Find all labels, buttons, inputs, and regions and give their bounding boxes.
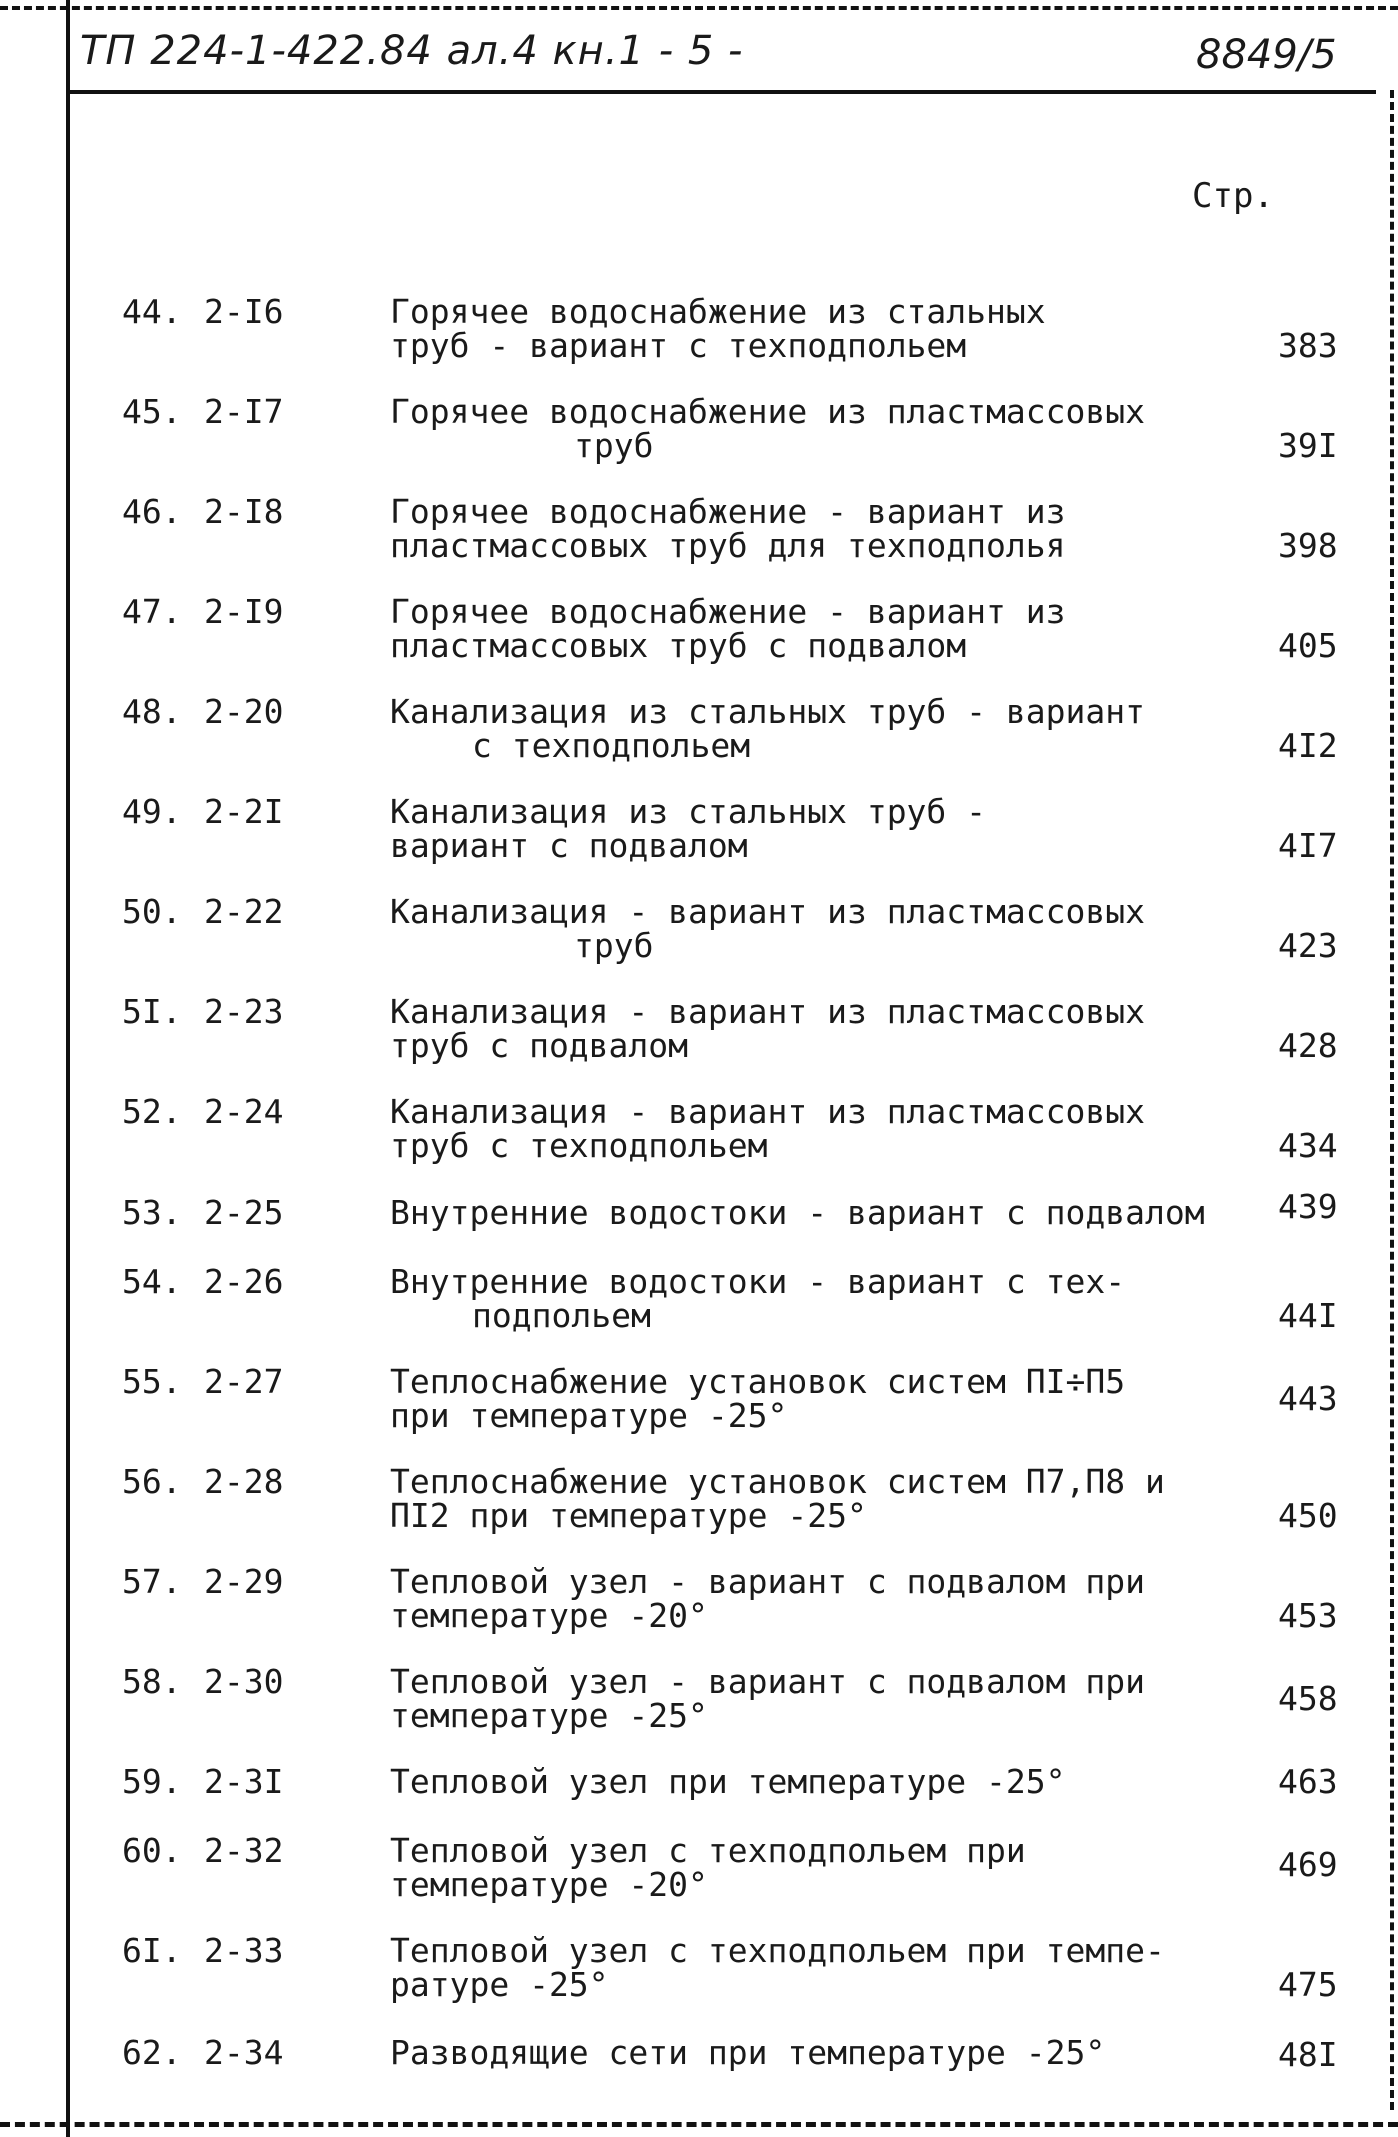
entry-title <box>390 492 1230 565</box>
entry-title-line1: Теплоснабжение установок систем ПI÷П5 <box>390 1362 1126 1401</box>
entry-title-line1: Горячее водоснабжение - вариант из <box>390 592 1066 631</box>
entry-page: 453 <box>1278 1596 1338 1635</box>
entry-code: 2-I9 <box>204 592 284 631</box>
entry-number: 57. <box>122 1562 182 1601</box>
entry-title-line1: Тепловой узел при температуре -25° <box>390 1762 1066 1801</box>
entry-title-line1: Горячее водоснабжение из пластмассовых <box>390 392 1145 431</box>
left-margin-line <box>66 0 70 2137</box>
entry-title-line1: Горячее водоснабжение - вариант из <box>390 492 1066 531</box>
entry-code: 2-I6 <box>204 292 284 331</box>
entry-title-line1: Тепловой узел - вариант с подвалом при <box>390 1562 1145 1601</box>
entry-title-line2: вариант с подвалом <box>390 826 748 865</box>
entry-title <box>390 1262 1230 1335</box>
entry-title <box>390 1662 1230 1735</box>
entry-page: 405 <box>1278 626 1338 665</box>
entry-page: 439 <box>1278 1187 1338 1226</box>
entry-title-line2: температуре -20° <box>390 1596 708 1635</box>
entry-number: 47. <box>122 592 182 631</box>
entry-title-line1: Тепловой узел с техподпольем при <box>390 1831 1026 1870</box>
entry-title-line2: труб - вариант с техподпольем <box>390 326 967 365</box>
entry-number: 59. <box>122 1762 182 1801</box>
entry-number: 60. <box>122 1831 182 1870</box>
entry-title-line1: Канализация - вариант из пластмассовых <box>390 1092 1145 1131</box>
entry-code: 2-I7 <box>204 392 284 431</box>
entry-title-line1: Разводящие сети при температуре -25° <box>390 2033 1106 2072</box>
entry-code: 2-27 <box>204 1362 284 1401</box>
entry-number: 52. <box>122 1092 182 1131</box>
page-column-heading: Стр. <box>1192 176 1274 216</box>
entry-code: 2-24 <box>204 1092 284 1131</box>
entry-title <box>390 1462 1230 1535</box>
entry-title <box>390 292 1230 365</box>
entry-title-line1: Тепловой узел - вариант с подвалом при <box>390 1662 1145 1701</box>
entry-page: 423 <box>1278 926 1338 965</box>
entry-number: 45. <box>122 392 182 431</box>
entry-page: 443 <box>1278 1379 1338 1418</box>
entry-title <box>390 1092 1230 1165</box>
entry-code: 2-22 <box>204 892 284 931</box>
entry-number: 44. <box>122 292 182 331</box>
entry-number: 6I. <box>122 1931 182 1970</box>
entry-page: 4I2 <box>1278 726 1338 765</box>
entry-title-line2: температуре -20° <box>390 1865 708 1904</box>
entry-title <box>390 1931 1230 2004</box>
entry-title <box>390 792 1230 865</box>
entry-title-line2: труб <box>574 426 654 465</box>
entry-title <box>390 1362 1230 1435</box>
entry-page: 44I <box>1278 1296 1338 1335</box>
entry-title <box>390 1193 1230 1232</box>
entry-page: 4I7 <box>1278 826 1338 865</box>
entry-title-line2: пластмассовых труб с подвалом <box>390 626 967 665</box>
entry-title-line2: с техподпольем <box>472 726 751 765</box>
entry-number: 53. <box>122 1193 182 1232</box>
entry-title <box>390 892 1230 965</box>
entry-page: 475 <box>1278 1965 1338 2004</box>
entry-title-line1: Канализация из стальных труб - <box>390 792 987 831</box>
entry-title-line2: подпольем <box>472 1296 651 1335</box>
entry-code: 2-26 <box>204 1262 284 1301</box>
entry-number: 56. <box>122 1462 182 1501</box>
entry-page: 428 <box>1278 1026 1338 1065</box>
entry-title-line2: ПI2 при температуре -25° <box>390 1496 867 1535</box>
entry-page: 39I <box>1278 426 1338 465</box>
entry-title-line2: при температуре -25° <box>390 1396 788 1435</box>
entry-code: 2-25 <box>204 1193 284 1232</box>
entry-number: 62. <box>122 2033 182 2072</box>
entry-title-line1: Горячее водоснабжение из стальных <box>390 292 1046 331</box>
entry-title <box>390 1762 1230 1801</box>
entry-page: 48I <box>1278 2035 1338 2074</box>
entry-page: 434 <box>1278 1126 1338 1165</box>
entry-page: 383 <box>1278 326 1338 365</box>
entry-title-line2: температуре -25° <box>390 1696 708 1735</box>
entry-title <box>390 1562 1230 1635</box>
document-code: ТП 224-1-422.84 ал.4 кн.1 - 5 - <box>80 28 744 74</box>
bottom-border-dashed <box>0 2122 1398 2127</box>
entry-code: 2-30 <box>204 1662 284 1701</box>
entry-title-line2: труб с подвалом <box>390 1026 689 1065</box>
entry-title <box>390 692 1230 765</box>
entry-code: 2-33 <box>204 1931 284 1970</box>
entry-title <box>390 392 1230 465</box>
entry-title-line2: ратуре -25° <box>390 1965 609 2004</box>
entry-title-line1: Тепловой узел с техподпольем при темпе- <box>390 1931 1165 1970</box>
entry-number: 58. <box>122 1662 182 1701</box>
entry-title-line1: Канализация - вариант из пластмассовых <box>390 992 1145 1031</box>
entry-title-line2: труб с техподпольем <box>390 1126 768 1165</box>
entry-number: 50. <box>122 892 182 931</box>
entry-number: 5I. <box>122 992 182 1031</box>
entry-code: 2-29 <box>204 1562 284 1601</box>
entry-page: 463 <box>1278 1762 1338 1801</box>
entry-title-line2: пластмассовых труб для техподполья <box>390 526 1066 565</box>
entry-title <box>390 592 1230 665</box>
entry-number: 48. <box>122 692 182 731</box>
entry-code: 2-32 <box>204 1831 284 1870</box>
entry-code: 2-2I <box>204 792 284 831</box>
entry-number: 55. <box>122 1362 182 1401</box>
right-border-dashed <box>1390 90 1394 2110</box>
entry-code: 2-I8 <box>204 492 284 531</box>
entry-title <box>390 1831 1230 1904</box>
entry-number: 46. <box>122 492 182 531</box>
entry-title-line1: Канализация из стальных труб - вариант <box>390 692 1145 731</box>
entry-title <box>390 2033 1230 2072</box>
top-border-dashed <box>0 6 1398 10</box>
entry-title-line1: Внутренние водостоки - вариант с подвалом <box>390 1193 1205 1232</box>
entry-code: 2-20 <box>204 692 284 731</box>
entry-number: 49. <box>122 792 182 831</box>
header-divider <box>66 90 1376 94</box>
entry-title-line1: Внутренние водостоки - вариант с тех- <box>390 1262 1126 1301</box>
entry-page: 469 <box>1278 1845 1338 1884</box>
entry-title-line1: Теплоснабжение установок систем П7,П8 и <box>390 1462 1165 1501</box>
sheet-number: 8849/5 <box>1196 32 1337 78</box>
entry-code: 2-23 <box>204 992 284 1031</box>
entry-code: 2-28 <box>204 1462 284 1501</box>
entry-title-line1: Канализация - вариант из пластмассовых <box>390 892 1145 931</box>
entry-page: 398 <box>1278 526 1338 565</box>
entry-title-line2: труб <box>574 926 654 965</box>
entry-number: 54. <box>122 1262 182 1301</box>
entry-code: 2-3I <box>204 1762 284 1801</box>
entry-page: 450 <box>1278 1496 1338 1535</box>
entry-page: 458 <box>1278 1679 1338 1718</box>
entry-code: 2-34 <box>204 2033 284 2072</box>
entry-title <box>390 992 1230 1065</box>
